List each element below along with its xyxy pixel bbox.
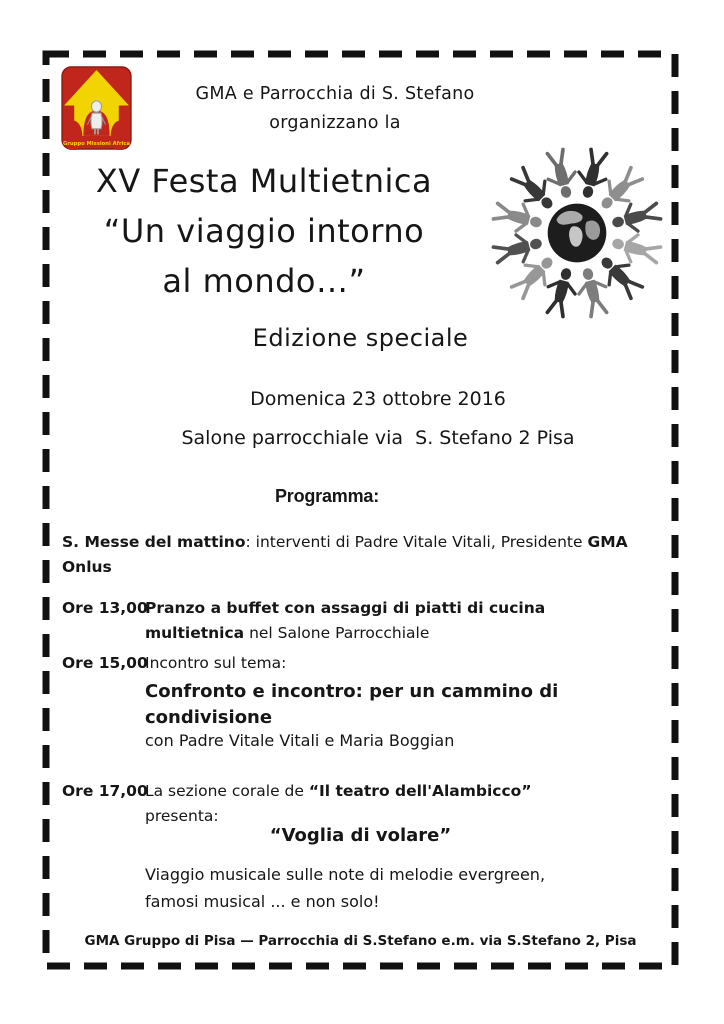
- organizer-line: GMA e Parrocchia di S. Stefano: [195, 84, 475, 104]
- footer-line: GMA Gruppo di Pisa — Parrocchia di S.Stefano e.m. via S.Stefano 2, Pisa: [84, 933, 637, 949]
- time-label-13: Ore 13,00: [62, 599, 148, 617]
- time-label-15: Ore 15,00: [62, 654, 148, 672]
- concert-lead: La sezione corale de: [145, 782, 309, 800]
- edition-subtitle: Edizione speciale: [252, 324, 469, 352]
- show-description: Viaggio musicale sulle note di melodie evergreen, famosi musical ... e non solo!: [145, 865, 546, 911]
- morning-title: S. Messe del mattino: [62, 533, 246, 551]
- event-title-line2: “Un viaggio intorno: [103, 212, 425, 250]
- lunch-desc-bold: Pranzo a buffet con assaggi di piatti di cucina multietnica: [145, 599, 546, 642]
- time-label-17: Ore 17,00: [62, 782, 148, 800]
- morning-detail: : interventi di Padre Vitale Vitali, Presidente: [245, 533, 588, 551]
- show-title: “Voglia di volare”: [269, 825, 452, 846]
- talk-intro: Incontro sul tema:: [145, 654, 287, 672]
- event-date: Domenica 23 ottobre 2016: [250, 388, 506, 410]
- talk-theme: Confronto e incontro: per un cammino di condivisione: [145, 681, 559, 728]
- morning-org: GMA Onlus: [62, 533, 628, 576]
- logo-caption: Gruppo Missioni Africa: [62, 140, 131, 147]
- gma-logo: [61, 66, 132, 150]
- organizer-line-2: organizzano la: [269, 113, 401, 133]
- event-title: [52, 156, 476, 306]
- program-item-concert: [145, 779, 603, 829]
- program-heading: Programma:: [274, 486, 380, 506]
- event-title-line3: al mondo…”: [162, 262, 366, 300]
- talk-speakers: con Padre Vitale Vitali e Maria Boggian: [145, 731, 455, 750]
- event-venue: Salone parrocchiale via S. Stefano 2 Pisa: [181, 427, 575, 449]
- event-title-line1: XV Festa Multietnica: [95, 162, 433, 200]
- globe-icon: [548, 204, 607, 263]
- lunch-desc-rest: nel Salone Parrocchiale: [244, 624, 430, 642]
- program-item-morning: [62, 530, 664, 580]
- globe-people-illustration: [489, 141, 665, 325]
- program-item-lunch: [145, 596, 600, 646]
- concert-group: “Il teatro dell'Alambicco”: [308, 782, 532, 800]
- concert-presents: presenta:: [145, 807, 219, 825]
